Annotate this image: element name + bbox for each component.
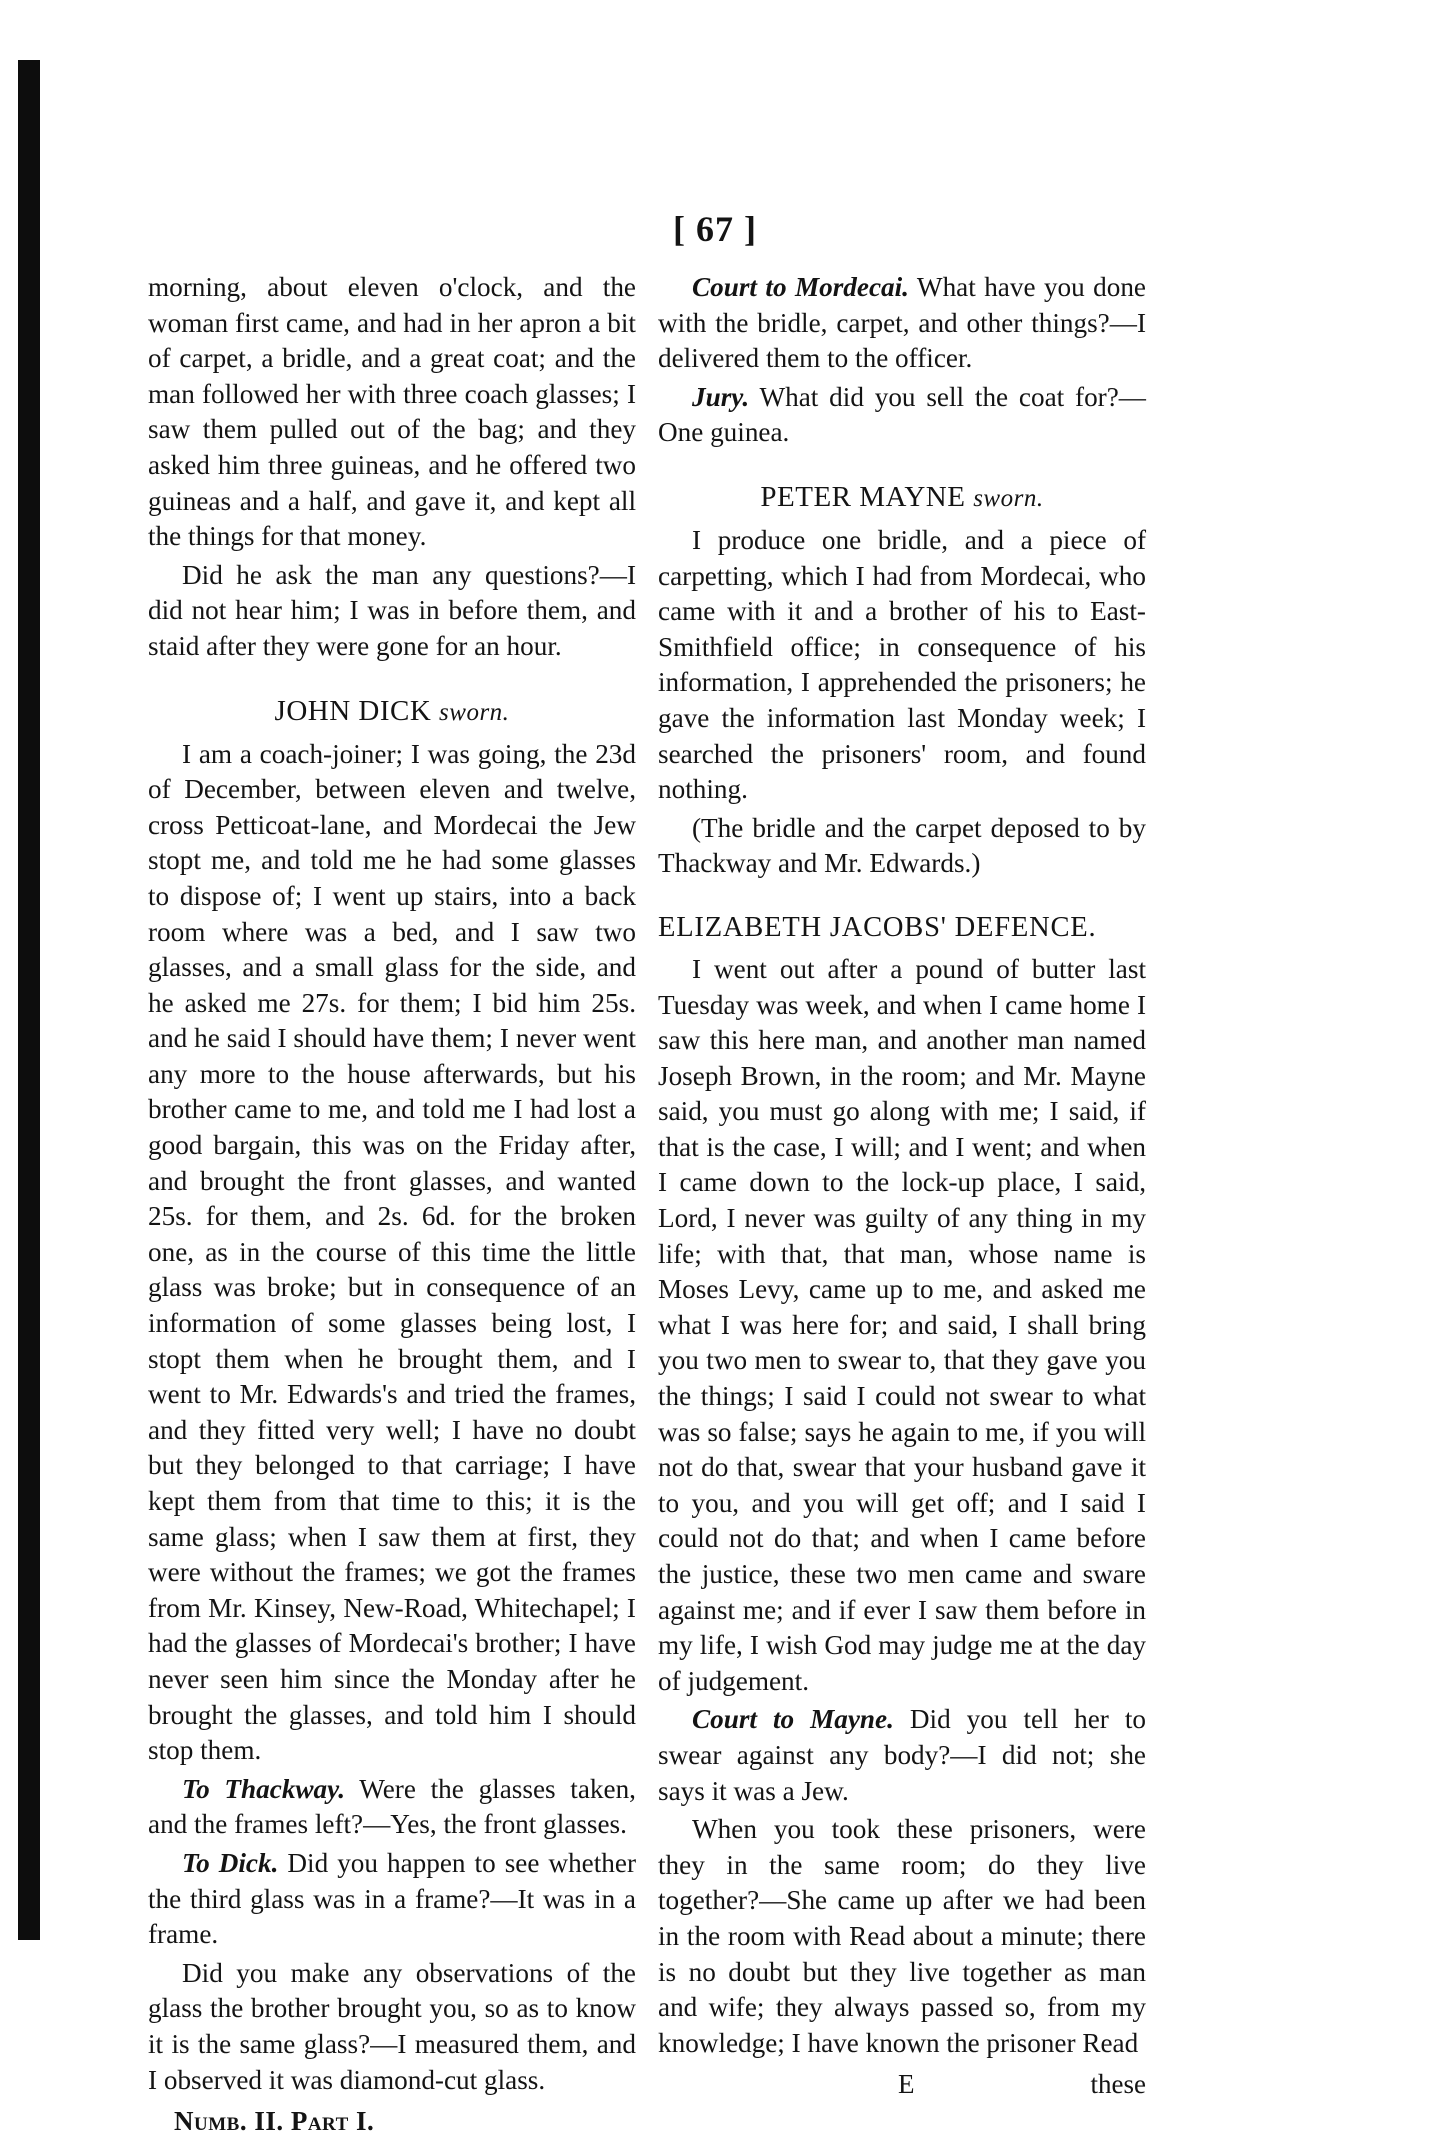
defence-paragraph: I went out after a pound of butter last Tuesday was week, and when I came home I saw this here man, and another man named Joseph Brown, in the room; and Mr. Mayne said, you must go along with me; I said, if that is the case, I will; and I went; and when I came down to the lock-up place, I said, Lord, I never was guilty of any thing in my life; with that, that man, whose name is Moses Levy, came up to me, and asked me what I was here for; and said, I shall bring you two men to swear to, that they gave you the things; I said I could not swear to what was so false; says he again to me, if you will not do that, swear that your husband gave it to you, and you will get off; and I said I could not do that; and when I came before the justice, these two men came and sware against me; and if ever I saw them before in my life, I wish God may judge me at the day of judgement. — [658, 953, 1146, 1696]
witness-heading — [658, 479, 1146, 517]
page-number: [ 67 ] — [673, 209, 757, 249]
question-text: Did you happen to see whether the third glass was in a frame?—It was in a frame. — [148, 1847, 637, 1950]
question-paragraph — [658, 270, 1146, 377]
paragraph: Did he ask the man any questions?—I did not hear him; I was in before them, and staid after they were gone for an hour. — [148, 559, 636, 661]
paragraph: Did you make any observations of the glass the brother brought you, so as to know it is the same glass?—I measured them, and I observed it was diamond-cut glass. — [148, 1957, 636, 2095]
right-column — [658, 270, 1146, 2103]
defence-heading: ELIZABETH JACOBS' DEFENCE. — [658, 911, 1097, 943]
question-text: What did you sell the coat for?—One guinea. — [658, 381, 1146, 448]
question-text: What have you done with the bridle, carpet, and other things?—I delivered them to the officer. — [658, 272, 1146, 374]
catchword: these — [1090, 2069, 1146, 2100]
sworn-label: sworn. — [439, 698, 510, 726]
speaker-label: Jury. — [692, 381, 750, 412]
speaker-label: Court to Mordecai. — [692, 272, 909, 302]
speaker-label: Court to Mayne. — [692, 1704, 894, 1735]
question-paragraph — [658, 380, 1146, 451]
paragraph: morning, about eleven o'clock, and the woman first came, and had in her apron a bit of carpet, a bridle, and a great coat; and the man followed her with three coach glasses; I saw them pulled out of the bag; and they asked him three guineas, and he offered two guineas and a half, and gave it, and kept all the things for that money. — [148, 272, 636, 552]
witness-heading — [148, 693, 636, 731]
question-paragraph — [148, 1772, 636, 1843]
left-column — [148, 270, 636, 2140]
witness-name: JOHN DICK — [274, 694, 432, 727]
part-footer: Numb. II. Part I. — [174, 2106, 375, 2137]
note-paragraph: (The bridle and the carpet deposed to by Thackway and Mr. Edwards.) — [658, 812, 1146, 879]
speaker-label: To Dick. — [182, 1847, 279, 1878]
question-paragraph — [148, 1846, 636, 1953]
paragraph: When you took these prisoners, were they in the same room; do they live together?—She came up after we had been in the room with Read about a minute; there is no doubt but they live together as man and wife; they always passed so, from my knowledge; I have known the prisoner Read — [658, 1814, 1146, 2058]
signature-mark: E — [898, 2069, 915, 2100]
sworn-label: sworn. — [973, 484, 1044, 512]
question-paragraph — [658, 1702, 1146, 1809]
witness-name: PETER MAYNE — [760, 480, 966, 513]
testimony-paragraph: I produce one bridle, and a piece of carpetting, which I had from Mordecai, who came with it and a brother of his to East-Smithfield office; in consequence of his information, I apprehended the prisoners; he gave the information last Monday week; I searched the prisoners' room, and found nothing. — [658, 524, 1146, 805]
book-spine-shadow — [18, 60, 40, 1940]
testimony-paragraph: I am a coach-joiner; I was going, the 23d of December, between eleven and twelve, cross Petticoat-lane, and Mordecai the Jew stopt me, and told me he had some glasses to dispose of; I went up stairs, into a back room where was a bed, and I saw two glasses, and a small glass for the side, and he asked me 27s. for them; I bid him 25s. and he said I should have them; I never went any more to the house afterwards, but his brother came to me, and told me I had lost a good bargain, this was on the Friday after, and brought the front glasses, and wanted 25s. for them, and 2s. 6d. for the broken one, as in the course of this time the little glass was broke; but in consequence of an information of some glasses being lost, I stopt them when he brought them, and I went to Mr. Edwards's and tried the frames, and they fitted very well; I have no doubt but they belonged to that carriage; I have kept them from that time to this; it is the same glass; when I saw them at first, they were without the frames; we got the frames from Mr. Kinsey, New-Road, Whitechapel; I had the glasses of Mordecai's brother; I have never seen him since the Monday after he brought the glasses, and told him I should stop them. — [148, 738, 636, 1766]
speaker-label: To Thackway. — [182, 1773, 345, 1804]
question-text: Were the glasses taken, and the frames left?—Yes, the front glasses. — [148, 1773, 636, 1840]
page-footer-line — [658, 2067, 1146, 2103]
question-text: Did you tell her to swear against any body?—I did not; she says it was a Jew. — [658, 1704, 1146, 1806]
